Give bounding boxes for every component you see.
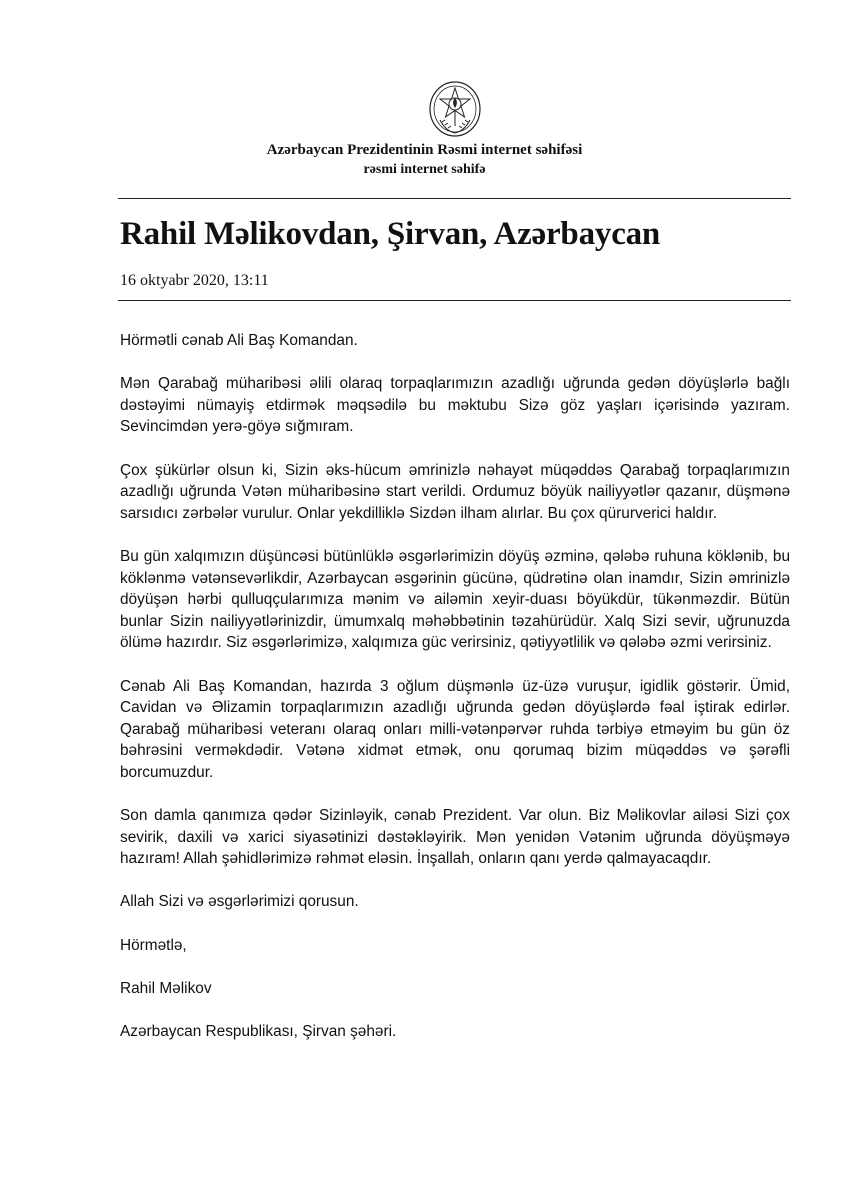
article-date: 16 oktyabr 2020, 13:11 [120,272,269,289]
letter-blessing: Allah Sizi və əsgərlərimizi qorusun. [120,893,359,911]
signature-name: Rahil Məlikov [120,979,212,997]
signature-location: Azərbaycan Respublikası, Şirvan şəhəri. [120,1023,397,1040]
letter-greeting: Hörmətli cənab Ali Baş Komandan. [120,332,358,349]
site-title: Azərbaycan Prezidentinin Rəsmi internet səhifəsi [266,142,583,158]
state-emblem-icon [428,80,482,138]
letter-paragraph: Çox şükürlər olsun ki, Sizin əks-hücum əmrinizlə nəhayət müqəddəs Qarabağ torpaqlarımızın azadlığı uğrunda Vətən müharibəsinə start verildi. Ordumuz böyük nailiyyətlər qazanır, düşmənə sarsıdıcı zərbələr vurulur. Onlar yekdilliklə Sizdən ilham alırlar. Bu çox qürurverici haldır. [120,461,790,522]
letter-paragraph: Mən Qarabağ müharibəsi əlili olaraq torpaqlarımızın azadlığı uğrunda gedən döyüşlərlə bağlı dəstəyimi nümayiş etdirmək məqsədilə bu məktubu Sizə göz yaşları içərisində yazıram. Sevincimdən yerə-göyə sığmıram. [120,375,790,436]
top-divider [118,198,791,199]
bottom-divider [118,300,791,301]
letter-body [120,330,790,1064]
letter-paragraph: Cənab Ali Baş Komandan, hazırda 3 oğlum düşmənlə üz-üzə vuruşur, igidlik göstərir. Ümid, Cavidan və Əlizamin torpaqlarımızın azadlığı uğrunda gedən döyüşlərdə fəal iştirak edirlər. Qarabağ müharibəsi veteranı olaraq onları milli-vətənpərvər ruhda tərbiyə etməyim bu gün öz bəhrəsini verməkdədir. Vətənə xidmət etmək, onu qorumaq bizim müqəddəs və şərəfli borcumuzdur. [120,677,790,781]
letter-closing: Hörmətlə, [120,936,187,954]
site-subtitle: rəsmi internet səhifə [363,162,486,177]
article-title: Rahil Məlikovdan, Şirvan, Azərbaycan [120,216,661,252]
letter-paragraph: Son damla qanımıza qədər Sizinləyik, cənab Prezident. Var olun. Biz Məlikovlar ailəsi Sizi çox sevirik, daxili və xarici siyasətinizi dəstəkləyirik. Mən yenidən Vətənim uğrunda döyüşməyə hazıram! Allah şəhidlərimizə rəhmət eləsin. İnşallah, onların qanı yerdə qalmayacaqdır. [120,807,790,868]
letter-paragraph: Bu gün xalqımızın düşüncəsi bütünlüklə əsgərlərimizin döyüş əzminə, qələbə ruhuna köklənib, bu köklənmə vətənsevərlikdir, Azərbaycan əsgərinin gücünə, qüdrətinə olan inamdır, Sizin əmrinizlə döyüşən hərbi qulluqçularımıza mənim və ailəmin xeyir-duası böyükdür, tükənməzdir. Bütün bunlar Sizin nailiyyətlərinizdir, ümumxalq məhəbbətinin təzahürüdür. Xalq Sizi sevir, uğrunuzda ölümə hazırdır. Siz əsgərlərimizə, xalqımıza güc verirsiniz, qətiyyətlilik və qələbə əzmi verirsiniz. [120,547,790,652]
